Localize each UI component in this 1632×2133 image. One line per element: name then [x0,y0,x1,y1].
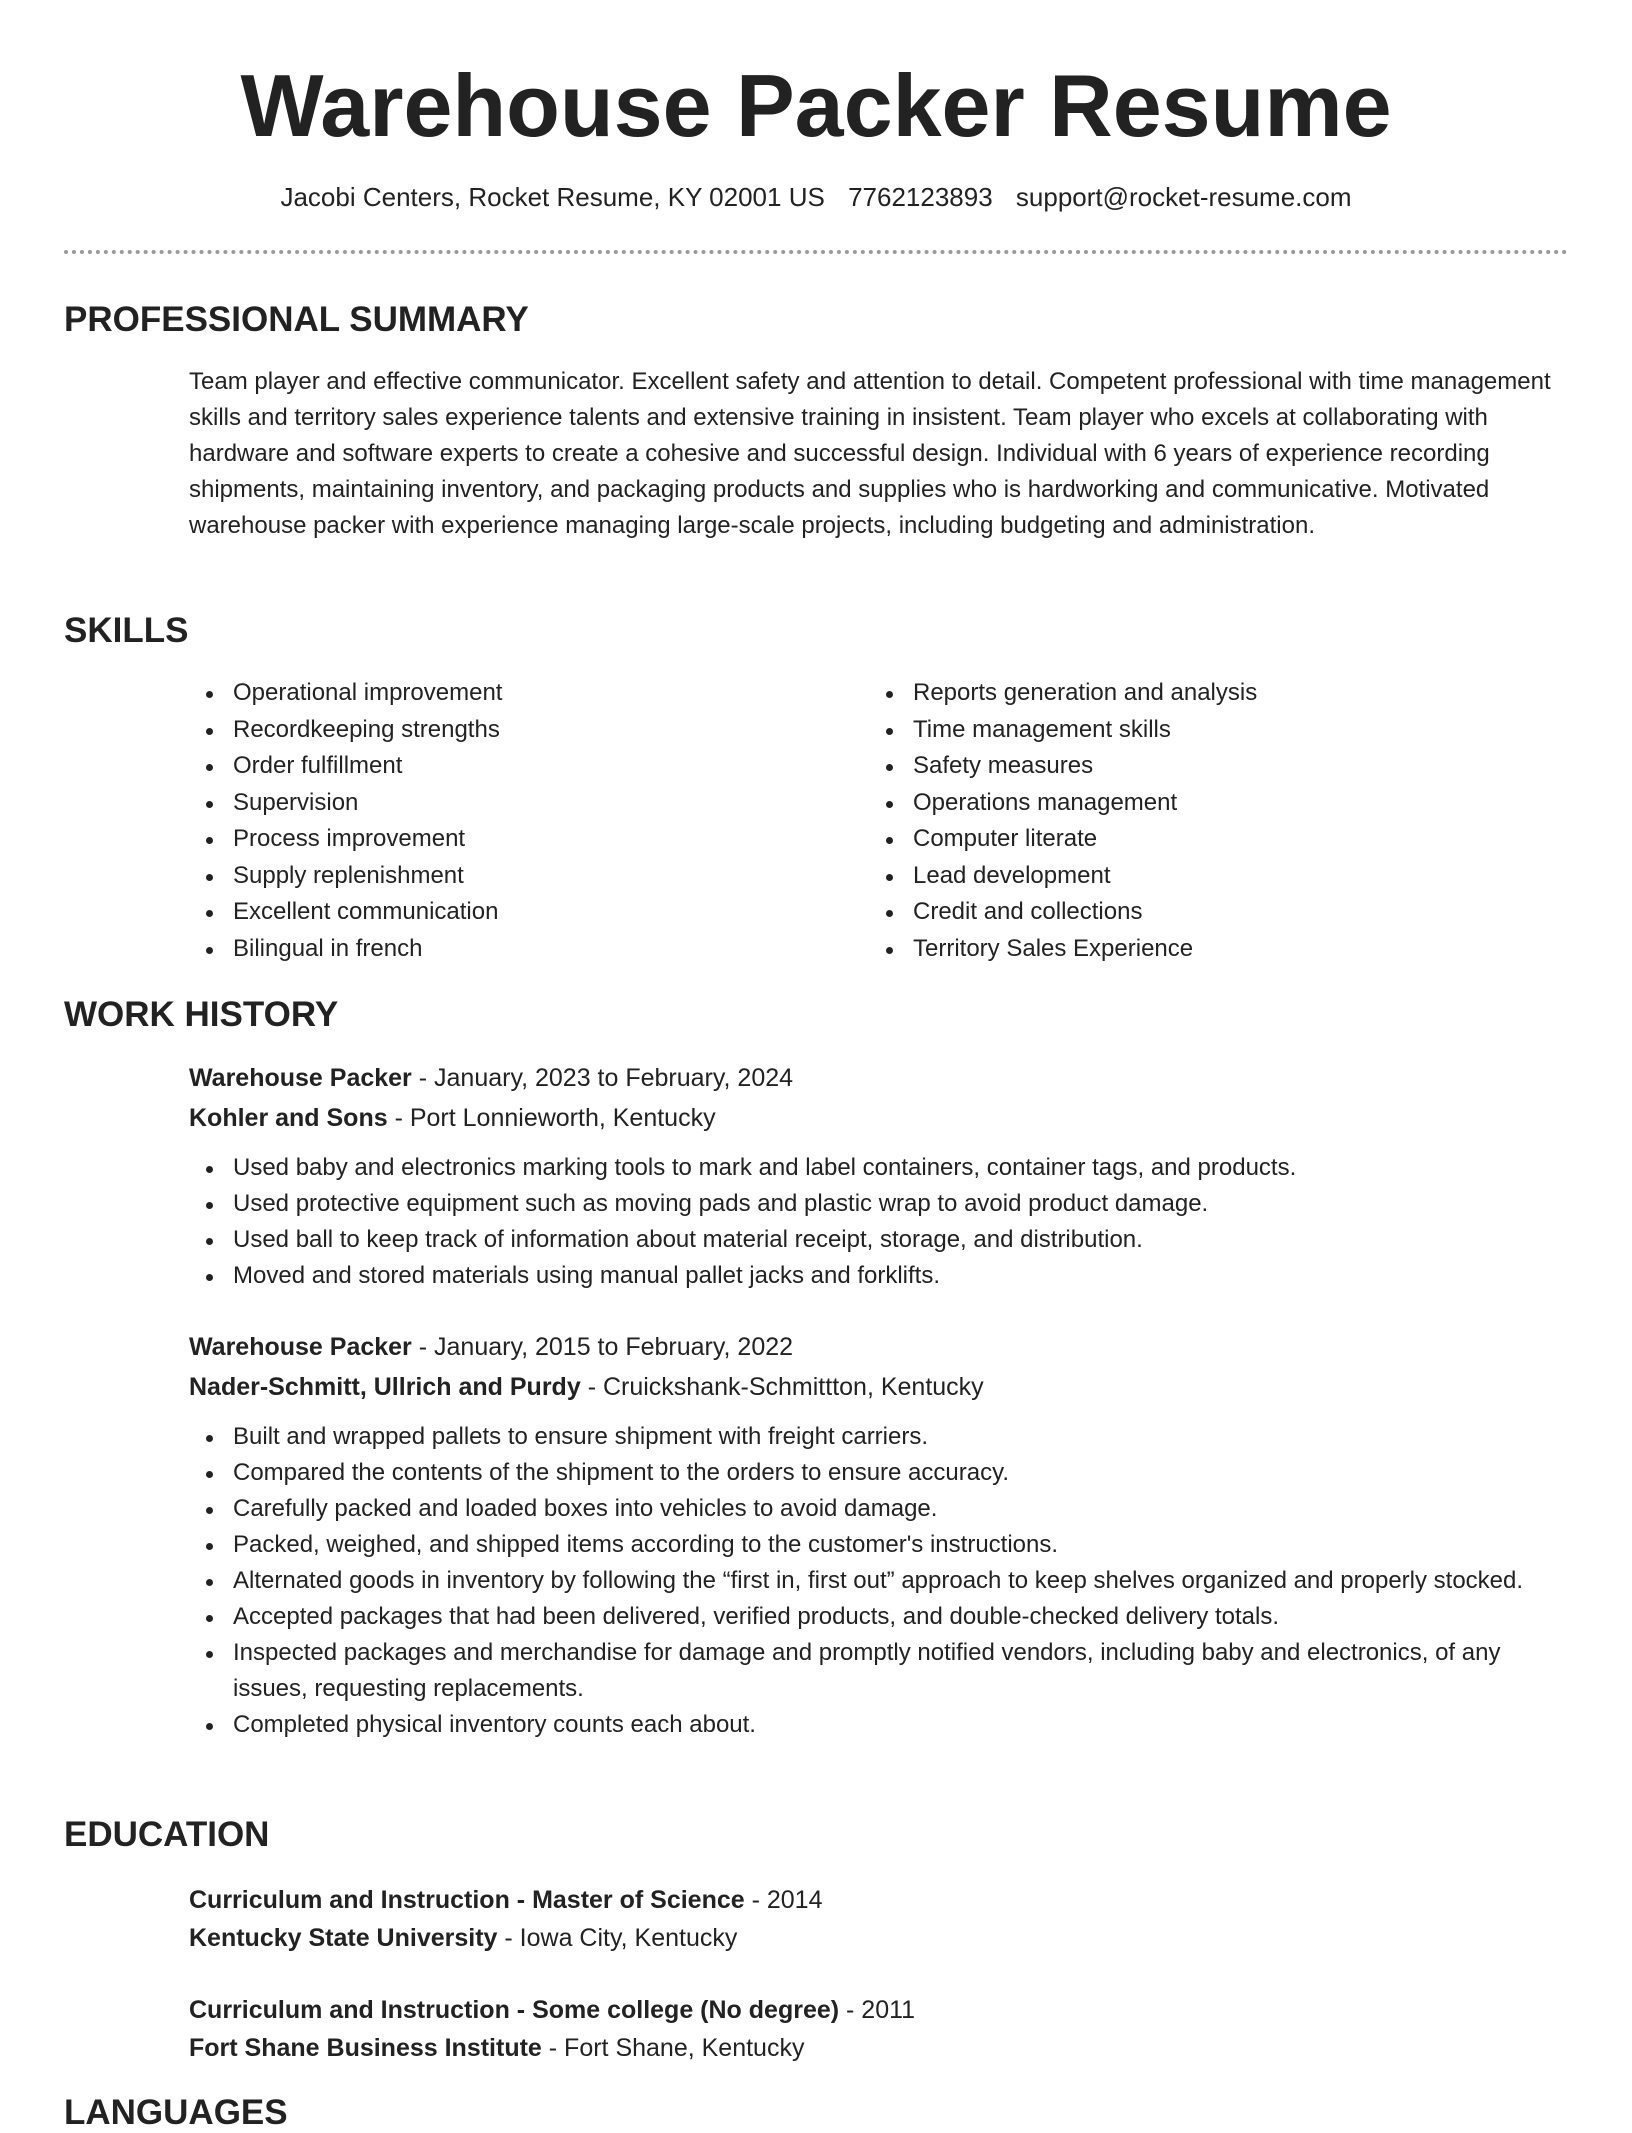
job-bullet: Carefully packed and loaded boxes into vehicles to avoid damage. [189,1491,1569,1527]
contact-email: support@rocket-resume.com [1015,182,1352,212]
job-company: Kohler and Sons [189,1104,388,1132]
education-school: Kentucky State University [189,1924,498,1952]
summary-text: Team player and effective communicator. Excellent safety and attention to detail. Competent professional with time management skills and territory sales experience talents and extensive training in insistent. Team player who excels at collaborating with hardware and software experts to create a cohesive and successful design. Individual with 6 years of experience recording shipments, maintaining inventory, and packaging products and supplies who is hardworking and communicative. Motivated warehouse packer with experience managing large-scale projects, including budgeting and administration. [189,368,1551,539]
skill-item: Excellent communication [189,894,849,931]
job-title-line [189,1327,1569,1367]
skills-heading: SKILLS [64,611,189,650]
job-bullet: Used protective equipment such as moving pads and plastic wrap to avoid product damage. [189,1186,1569,1222]
skill-item: Operational improvement [189,675,849,712]
skill-item: Bilingual in french [189,931,849,968]
skill-item: Credit and collections [869,894,1529,931]
job-location: - Cruickshank-Schmittton, Kentucky [580,1373,984,1401]
job-bullet: Used baby and electronics marking tools to mark and label containers, container tags, and products. [189,1150,1569,1186]
job-bullet: Packed, weighed, and shipped items according to the customer's instructions. [189,1527,1569,1563]
skill-item: Supply replenishment [189,858,849,895]
education-year: - 2011 [839,1996,916,2024]
job-title-line [189,1058,1569,1098]
education-school-line [189,2029,1569,2067]
resume-title: Warehouse Packer Resume [240,56,1392,155]
education-degree-line [189,1881,1569,1919]
job-location: - Port Lonnieworth, Kentucky [387,1104,716,1132]
summary-heading: PROFESSIONAL SUMMARY [64,300,529,339]
contact-address: Jacobi Centers, Rocket Resume, KY 02001 US [280,182,825,212]
job-bullet: Inspected packages and merchandise for damage and promptly notified vendors, including baby and electronics, of any issues, requesting replacements. [189,1635,1569,1707]
contact-phone: 7762123893 [848,182,993,212]
education-year: - 2014 [744,1886,823,1914]
skill-item: Safety measures [869,748,1529,785]
education-entry [189,1881,1569,1957]
education-location: - Fort Shane, Kentucky [541,2034,805,2062]
skill-item: Supervision [189,785,849,822]
job-company-line [189,1098,1569,1138]
education-school: Fort Shane Business Institute [189,2034,542,2062]
skills-column-left [189,675,849,967]
job-bullets [189,1419,1569,1743]
contact-line [0,182,1632,213]
job-bullet: Built and wrapped pallets to ensure shipment with freight carriers. [189,1419,1569,1455]
skill-item: Territory Sales Experience [869,931,1529,968]
skill-item: Order fulfillment [189,748,849,785]
job-company: Nader-Schmitt, Ullrich and Purdy [189,1373,581,1401]
job-bullet: Compared the contents of the shipment to the orders to ensure accuracy. [189,1455,1569,1491]
job-title: Warehouse Packer [189,1333,412,1361]
education-school-line [189,1919,1569,1957]
work-heading: WORK HISTORY [64,995,339,1034]
job-bullet: Accepted packages that had been delivered, verified products, and double-checked delivery totals. [189,1599,1569,1635]
header-divider [64,250,1568,254]
skill-item: Recordkeeping strengths [189,712,849,749]
job-title: Warehouse Packer [189,1064,412,1092]
skill-item: Computer literate [869,821,1529,858]
job-dates: - January, 2023 to February, 2024 [411,1064,794,1092]
education-degree: Curriculum and Instruction - Some college (No degree) [189,1996,840,2024]
job-dates: - January, 2015 to February, 2022 [411,1333,794,1361]
work-entry [189,1327,1569,1743]
languages-heading: LANGUAGES [64,2093,288,2132]
education-entry [189,1991,1569,2067]
job-bullets [189,1150,1569,1294]
skill-item: Reports generation and analysis [869,675,1529,712]
job-company-line [189,1367,1569,1407]
education-heading: EDUCATION [64,1815,270,1854]
work-entry [189,1058,1569,1294]
skill-item: Lead development [869,858,1529,895]
skills-column-right [869,675,1529,967]
education-location: - Iowa City, Kentucky [497,1924,738,1952]
job-bullet: Moved and stored materials using manual pallet jacks and forklifts. [189,1258,1569,1294]
job-bullet: Alternated goods in inventory by following the “first in, first out” approach to keep shelves organized and properly stocked. [189,1563,1569,1599]
job-bullet: Completed physical inventory counts each about. [189,1707,1569,1743]
skill-item: Time management skills [869,712,1529,749]
skill-item: Operations management [869,785,1529,822]
education-degree-line [189,1991,1569,2029]
education-degree: Curriculum and Instruction - Master of Science [189,1886,745,1914]
job-bullet: Used ball to keep track of information about material receipt, storage, and distribution. [189,1222,1569,1258]
skill-item: Process improvement [189,821,849,858]
